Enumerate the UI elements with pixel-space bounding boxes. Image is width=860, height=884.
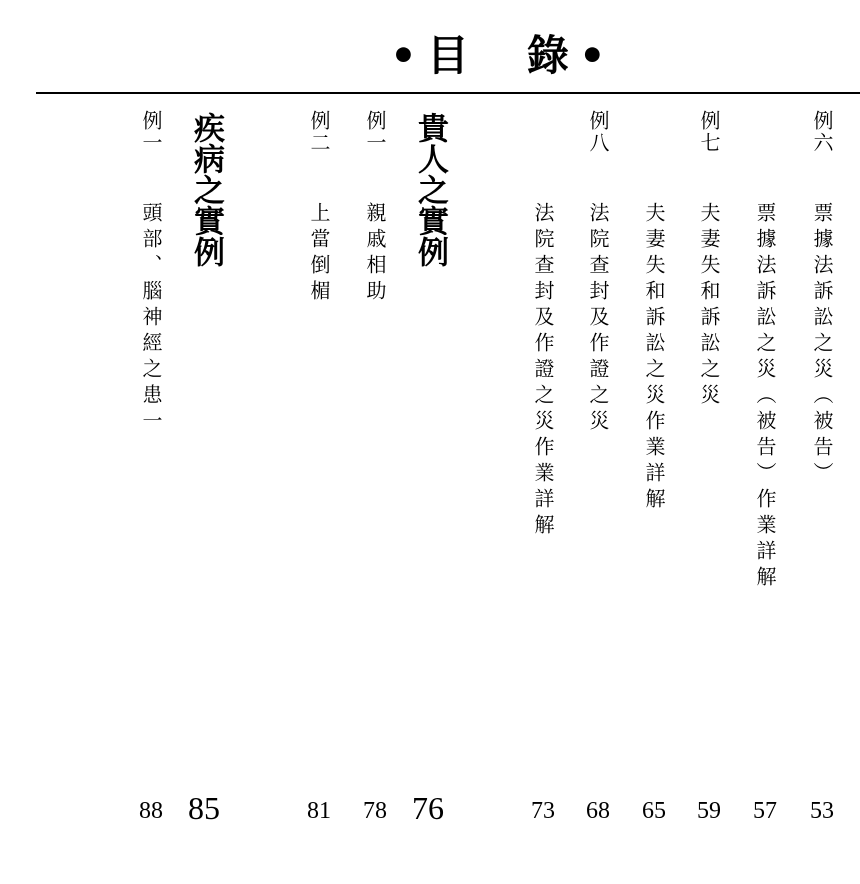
entry-page-number: 65 — [642, 798, 666, 824]
toc-entry — [357, 110, 393, 306]
title-dot-right: • — [578, 31, 606, 80]
entry-page-number: 73 — [531, 798, 555, 824]
entry-page-number: 88 — [139, 798, 163, 824]
page-title — [0, 28, 860, 88]
section-page-number: 85 — [188, 790, 220, 826]
entry-label: 例八 — [586, 110, 610, 154]
entry-text: 頭部、腦神經之患一 — [139, 202, 163, 436]
entry-page-number: 57 — [753, 798, 777, 824]
toc-entry — [691, 110, 727, 410]
title-char-lu: 錄 — [526, 31, 569, 80]
title-text — [380, 28, 616, 84]
section-page-number: 76 — [412, 790, 444, 826]
entry-text: 票據法訴訟之災（被告）作業詳解 — [753, 202, 777, 592]
entry-page-number: 68 — [586, 798, 610, 824]
section-heading — [182, 112, 226, 267]
entry-page-number: 78 — [363, 798, 387, 824]
entry-page-number: 59 — [697, 798, 721, 824]
entry-text: 票據法訴訟之災（被告） — [810, 202, 834, 488]
entry-label: 例六 — [810, 110, 834, 154]
section-title: 貴人之實例 — [412, 112, 448, 267]
entry-page-number: 81 — [307, 798, 331, 824]
toc-entry — [804, 110, 840, 488]
title-dot-left: • — [390, 31, 417, 80]
entry-text: 夫妻失和訴訟之災作業詳解 — [642, 202, 666, 514]
entry-label: 例一 — [363, 110, 387, 154]
entry-page-number: 53 — [810, 798, 834, 824]
section-heading — [406, 112, 450, 267]
toc-entry — [133, 110, 169, 436]
section-title: 疾病之實例 — [188, 112, 224, 267]
entry-label: 例二 — [307, 110, 331, 154]
entry-text: 上當倒楣 — [307, 202, 331, 306]
header-rule — [36, 92, 860, 94]
toc-entry — [580, 110, 616, 436]
entry-label: 例七 — [697, 110, 721, 154]
toc-entry — [301, 110, 337, 306]
title-char-mu: 目 — [426, 31, 469, 80]
entry-text: 親戚相助 — [363, 202, 387, 306]
entry-text: 法院查封及作證之災 — [586, 202, 610, 436]
entry-label: 例一 — [139, 110, 163, 154]
entry-text: 夫妻失和訴訟之災 — [697, 202, 721, 410]
entry-text: 法院查封及作證之災作業詳解 — [531, 202, 555, 540]
